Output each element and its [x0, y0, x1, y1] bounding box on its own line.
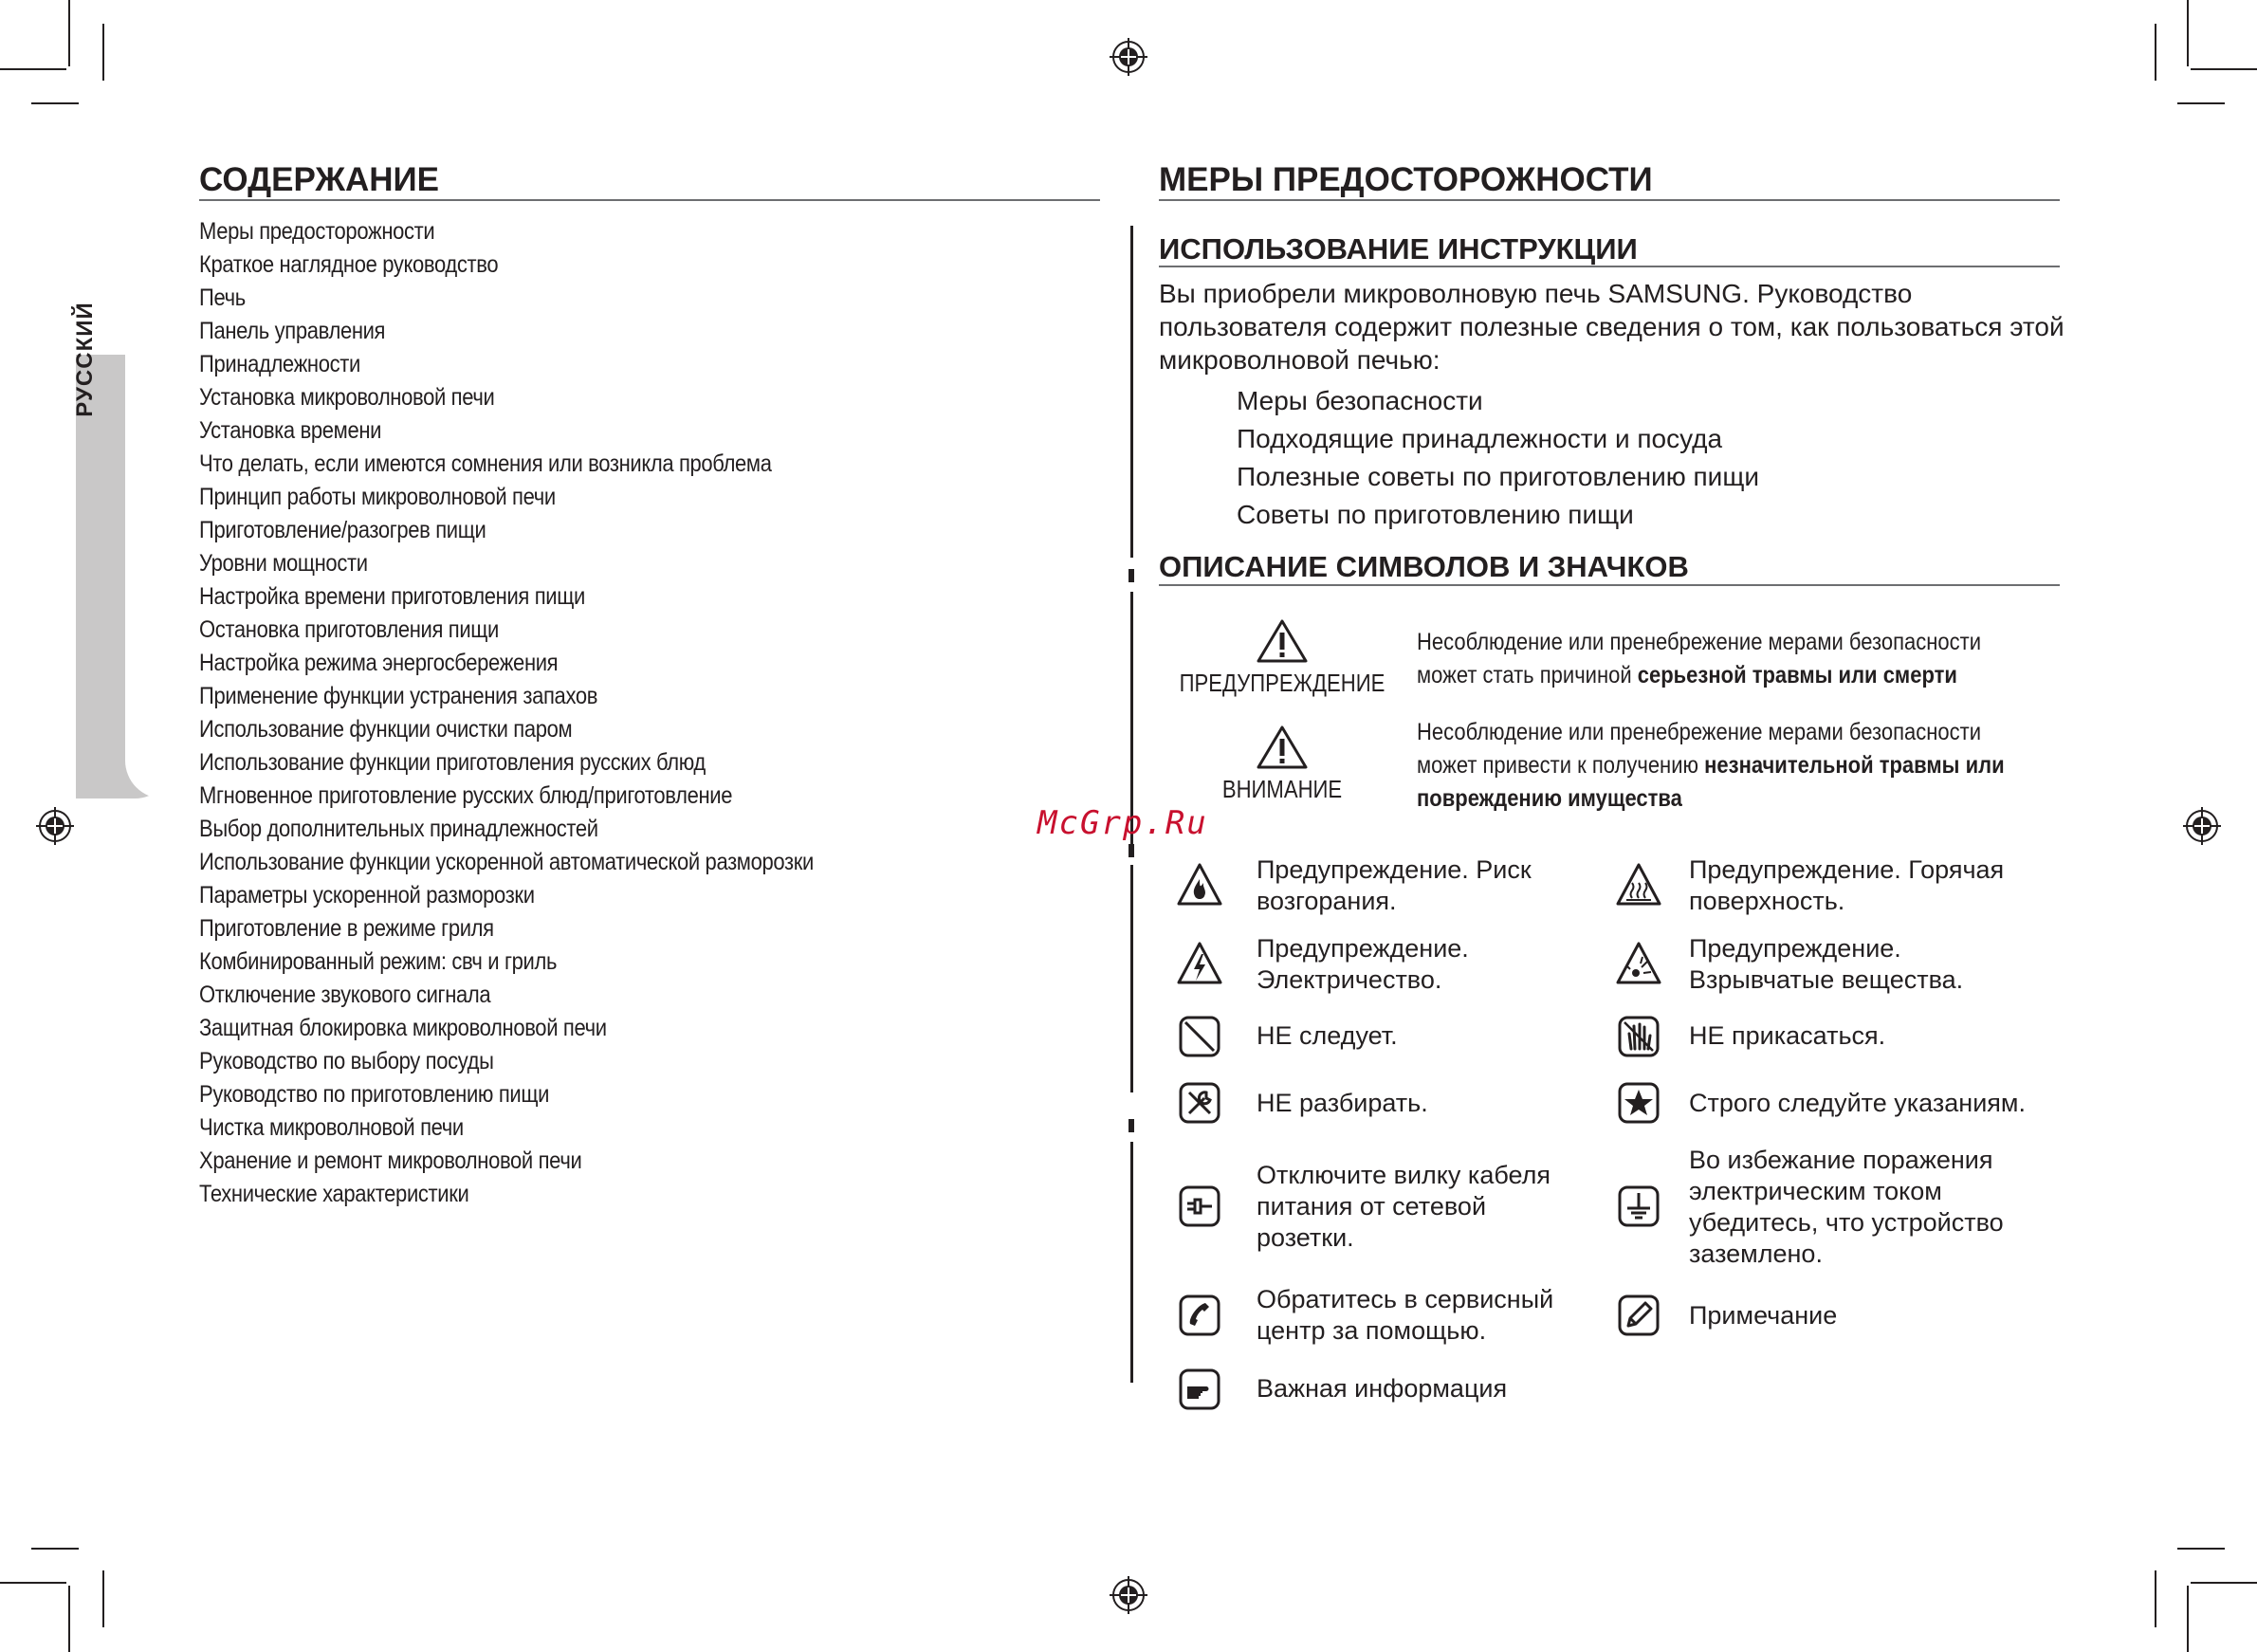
usage-title: ИСПОЛЬЗОВАНИЕ ИНСТРУКЦИИ — [1159, 232, 1638, 266]
toc-item: Использование функции очистки паром — [199, 716, 573, 743]
symbol-text-line: Предупреждение. — [1257, 934, 1469, 963]
crop-mark — [31, 1548, 79, 1550]
service-text — [1257, 1284, 1553, 1347]
symbol-text-line: возгорания. — [1257, 887, 1397, 915]
crop-mark — [2177, 102, 2225, 104]
warning-triangle-icon — [1256, 618, 1309, 664]
symbol-text-line: убедитесь, что устройство — [1689, 1208, 2004, 1237]
explosive-warning-text — [1689, 933, 1963, 996]
usage-title-rule — [1159, 266, 2060, 267]
caution-symbol — [1159, 725, 1405, 804]
registration-mark-icon — [1110, 38, 1147, 76]
column-divider — [1128, 844, 1134, 857]
toc-item: Что делать, если имеются сомнения или возникла проблема — [199, 450, 772, 477]
toc-item: Установка микроволновой печи — [199, 384, 495, 411]
warning-text-line: может стать причиной серьезной травмы или смерти — [1417, 662, 1957, 688]
symbols-title-rule — [1159, 584, 2060, 586]
warning-label: ПРЕДУПРЕЖДЕНИЕ — [1179, 669, 1385, 697]
usage-intro: Вы приобрели микроволновую печь SAMSUNG. Руководство пользователя содержит полезные сведения о том, как пользоваться этой микроволновой печью: — [1159, 279, 2064, 375]
column-divider — [1130, 226, 1133, 558]
symbol-text-line: питания от сетевой — [1257, 1192, 1487, 1221]
crop-mark — [68, 0, 70, 66]
usage-features — [1237, 382, 1759, 534]
note-pencil-icon — [1615, 1292, 1662, 1339]
caution-text — [1417, 716, 2005, 816]
toc-item: Панель управления — [199, 318, 386, 344]
symbol-text-line: Предупреждение. — [1689, 934, 1901, 963]
toc-item: Использование функции приготовления русских блюд — [199, 749, 706, 776]
no-disassemble-text: НЕ разбирать. — [1257, 1089, 1428, 1117]
toc-item: Мгновенное приготовление русских блюд/приготовление — [199, 782, 733, 809]
caution-text-line: повреждению имущества — [1417, 785, 1682, 812]
toc-item: Технические характеристики — [199, 1181, 469, 1207]
toc-item: Защитная блокировка микроволновой печи — [199, 1015, 607, 1041]
symbol-text-line: Электричество. — [1257, 965, 1442, 994]
unplug-icon — [1176, 1183, 1223, 1230]
crop-mark — [2191, 68, 2257, 70]
explosive-warning-icon — [1615, 941, 1662, 988]
feature-item: Меры безопасности — [1237, 386, 1483, 415]
toc-item: Установка времени — [199, 417, 382, 444]
toc-item: Принцип работы микроволновой печи — [199, 484, 556, 510]
caution-text-line: может привести к получению незначительной травмы или — [1417, 752, 2005, 779]
safety-title: МЕРЫ ПРЕДОСТОРОЖНОСТИ — [1159, 161, 1653, 198]
caution-triangle-icon — [1256, 725, 1309, 770]
language-tab-cutout — [125, 355, 173, 798]
toc-item: Уровни мощности — [199, 550, 368, 577]
caution-text-line: Несоблюдение или пренебрежение мерами безопасности — [1417, 719, 1981, 745]
fire-warning-icon — [1176, 862, 1223, 909]
column-divider — [1130, 865, 1133, 1092]
crop-mark — [0, 1582, 66, 1584]
symbol-text-line: заземлено. — [1689, 1239, 1823, 1268]
toc-item: Выбор дополнительных принадлежностей — [199, 816, 598, 842]
column-divider — [1128, 1119, 1134, 1132]
fire-warning-text — [1257, 854, 1532, 917]
toc-item: Настройка режима энергосбережения — [199, 650, 559, 676]
toc-item: Чистка микроволновой печи — [199, 1114, 464, 1141]
toc-item: Применение функции устранения запахов — [199, 683, 598, 709]
no-touch-icon — [1615, 1013, 1662, 1060]
toc-item: Настройка времени приготовления пищи — [199, 583, 585, 610]
follow-text: Строго следуйте указаниям. — [1689, 1089, 2026, 1117]
registration-mark-icon — [36, 807, 74, 845]
toc-item: Комбинированный режим: свч и гриль — [199, 948, 558, 975]
phone-icon — [1176, 1292, 1223, 1339]
column-divider — [1130, 1142, 1133, 1383]
ground-text — [1689, 1145, 2004, 1270]
warning-text-line: Несоблюдение или пренебрежение мерами безопасности — [1417, 629, 1981, 655]
ground-icon — [1615, 1183, 1662, 1230]
crop-mark — [0, 68, 66, 70]
symbol-text-line: центр за помощью. — [1257, 1316, 1487, 1345]
symbol-text-line: поверхность. — [1689, 887, 1845, 915]
crop-mark — [102, 24, 104, 81]
registration-mark-icon — [2183, 807, 2221, 845]
prohibited-icon — [1176, 1013, 1223, 1060]
crop-mark — [2191, 1582, 2257, 1584]
toc-item: Руководство по приготовлению пищи — [199, 1081, 550, 1108]
toc-item: Принадлежности — [199, 351, 360, 377]
electricity-warning-text — [1257, 933, 1469, 996]
toc-item: Руководство по выбору посуды — [199, 1048, 494, 1074]
toc-item: Меры предосторожности — [199, 218, 435, 245]
toc-item: Остановка приготовления пищи — [199, 616, 499, 643]
toc-item: Хранение и ремонт микроволновой печи — [199, 1147, 582, 1174]
symbol-text-line: Предупреждение. Риск — [1257, 855, 1532, 884]
language-tab-label: РУССКИЙ — [72, 302, 98, 417]
symbols-title: ОПИСАНИЕ СИМВОЛОВ И ЗНАЧКОВ — [1159, 550, 1689, 583]
crop-mark — [2177, 1548, 2225, 1550]
unplug-text — [1257, 1160, 1551, 1254]
symbol-text-line: электрическим током — [1689, 1177, 1942, 1205]
warning-text — [1417, 626, 1981, 692]
hot-surface-text — [1689, 854, 2004, 917]
crop-mark — [31, 102, 79, 104]
symbol-text-line: розетки. — [1257, 1223, 1354, 1252]
symbol-text-line: Предупреждение. Горячая — [1689, 855, 2005, 884]
column-divider — [1128, 569, 1134, 582]
symbol-text-line: Во избежание поражения — [1689, 1146, 1993, 1174]
symbol-text-line: Взрывчатые вещества. — [1689, 965, 1964, 994]
crop-mark — [102, 1570, 104, 1627]
toc-title: СОДЕРЖАНИЕ — [199, 161, 440, 198]
crop-mark — [2155, 1570, 2156, 1627]
registration-mark-icon — [1110, 1576, 1147, 1614]
feature-item: Советы по приготовлению пищи — [1237, 500, 1634, 529]
star-icon — [1615, 1079, 1662, 1127]
caution-label: ВНИМАНИЕ — [1221, 775, 1343, 803]
toc-item: Краткое наглядное руководство — [199, 251, 499, 278]
crop-mark — [2187, 1586, 2189, 1652]
safety-title-rule — [1159, 199, 2060, 201]
note-text: Примечание — [1689, 1301, 1838, 1330]
crop-mark — [68, 1586, 70, 1652]
symbol-text-line: Обратитесь в сервисный — [1257, 1285, 1554, 1313]
do-not-text: НЕ следует. — [1257, 1021, 1398, 1050]
warning-symbol — [1159, 618, 1405, 698]
toc-item: Параметры ускоренной разморозки — [199, 882, 535, 909]
toc-list — [199, 215, 901, 1211]
important-text: Важная информация — [1257, 1374, 1508, 1403]
electricity-warning-icon — [1176, 941, 1223, 988]
feature-item: Полезные советы по приготовлению пищи — [1237, 462, 1760, 491]
no-disassemble-icon — [1176, 1079, 1223, 1127]
crop-mark — [2187, 0, 2189, 66]
toc-item: Печь — [199, 285, 246, 311]
watermark: McGrp.Ru — [1037, 804, 1208, 842]
pointing-hand-icon — [1176, 1366, 1223, 1413]
crop-mark — [2155, 24, 2156, 81]
toc-item: Использование функции ускоренной автоматической разморозки — [199, 849, 814, 875]
feature-item: Подходящие принадлежности и посуда — [1237, 424, 1723, 453]
no-touch-text: НЕ прикасаться. — [1689, 1021, 1886, 1050]
toc-title-rule — [199, 199, 1100, 201]
toc-item: Приготовление/разогрев пищи — [199, 517, 486, 543]
toc-item: Приготовление в режиме гриля — [199, 915, 494, 942]
hot-surface-icon — [1615, 862, 1662, 909]
symbol-text-line: Отключите вилку кабеля — [1257, 1161, 1551, 1189]
toc-item: Отключение звукового сигнала — [199, 982, 491, 1008]
